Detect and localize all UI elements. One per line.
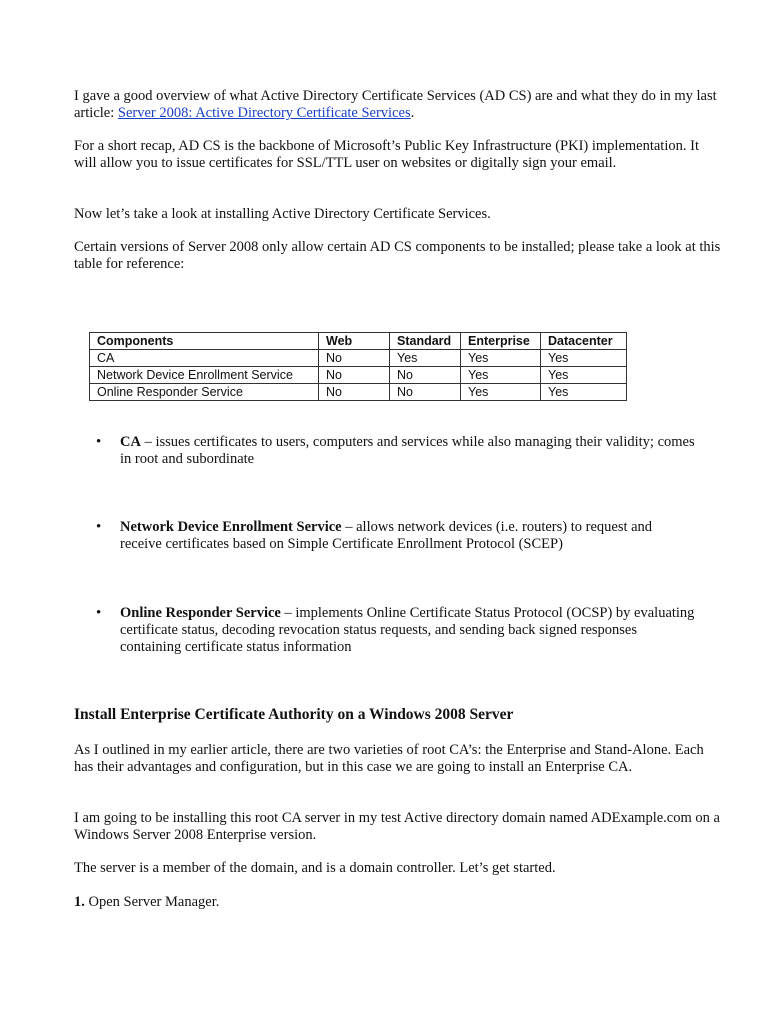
bullet-text: – issues certificates to users, computers and services while also managing their validity; comes in root and subordinate xyxy=(120,434,695,467)
bullet-term: CA xyxy=(120,434,141,450)
now-paragraph: Now let’s take a look at installing Active Directory Certificate Services. xyxy=(74,206,491,222)
install-paragraph: I am going to be installing this root CA server in my test Active directory domain named ADExample.com on a Windows Server 2008 Enterprise version. xyxy=(74,810,720,843)
bullet-term: Online Responder Service xyxy=(120,605,281,621)
table-cell: Yes xyxy=(390,350,461,367)
header-standard: Standard xyxy=(390,333,461,350)
table-cell: Yes xyxy=(461,367,541,384)
table-cell: Yes xyxy=(541,350,627,367)
table-cell: No xyxy=(319,350,390,367)
table-cell: Yes xyxy=(541,367,627,384)
table-cell: Yes xyxy=(461,384,541,401)
table-cell: Online Responder Service xyxy=(90,384,319,401)
section-heading: Install Enterprise Certificate Authority on a Windows 2008 Server xyxy=(74,706,514,723)
list-item xyxy=(96,605,696,656)
bullet-list-ndes xyxy=(96,519,696,553)
article-link[interactable]: Server 2008: Active Directory Certificate Services xyxy=(117,105,411,121)
certain-paragraph: Certain versions of Server 2008 only allow certain AD CS components to be installed; please take a look at this table for reference: xyxy=(74,239,721,272)
header-enterprise: Enterprise xyxy=(461,333,541,350)
step-1 xyxy=(74,894,724,911)
table-cell: Network Device Enrollment Service xyxy=(90,367,319,384)
list-item xyxy=(96,434,696,468)
table-cell: No xyxy=(319,367,390,384)
table-cell: Yes xyxy=(461,350,541,367)
intro-paragraph xyxy=(74,88,724,122)
bullet-text: – implements Online Certificate Status Protocol (OCSP) by evaluating certificate status, decoding revocation status requests, and sending back signed responses containing certificate status information xyxy=(120,605,695,655)
intro-end: . xyxy=(410,105,415,121)
step-text: Open Server Manager. xyxy=(84,894,220,910)
table-header-row xyxy=(90,333,627,350)
intro-text: I gave a good overview of what Active Directory Certificate Services (AD CS) are and what they do in my last article: xyxy=(74,88,717,121)
varieties-paragraph: As I outlined in my earlier article, there are two varieties of root CA’s: the Enterprise and Stand-Alone. Each has their advantages and configuration, but in this case we are going to install an Enterprise CA. xyxy=(74,742,704,775)
components-table xyxy=(89,332,627,401)
bullet-list-ocsp xyxy=(96,605,696,656)
recap-paragraph: For a short recap, AD CS is the backbone of Microsoft’s Public Key Infrastructure (PKI) implementation. It will allow you to issue certificates for SSL/TTL user on websites or digitally sign your email. xyxy=(74,138,699,171)
table-cell: No xyxy=(390,367,461,384)
bullet-list-ca xyxy=(96,434,696,468)
header-web: Web xyxy=(319,333,390,350)
table-cell: CA xyxy=(90,350,319,367)
table-row xyxy=(90,384,627,401)
table-cell: No xyxy=(390,384,461,401)
table-row xyxy=(90,367,627,384)
header-components: Components xyxy=(90,333,319,350)
table-row xyxy=(90,350,627,367)
step-number: 1. xyxy=(74,894,85,910)
list-item xyxy=(96,519,696,553)
table-cell: No xyxy=(319,384,390,401)
bullet-term: Network Device Enrollment Service xyxy=(120,519,342,535)
header-datacenter: Datacenter xyxy=(541,333,627,350)
server-paragraph: The server is a member of the domain, and is a domain controller. Let’s get started. xyxy=(74,860,556,876)
table-cell: Yes xyxy=(541,384,627,401)
bullet-text: – allows network devices (i.e. routers) to request and receive certificates based on Simple Certificate Enrollment Protocol (SCEP) xyxy=(120,519,653,552)
